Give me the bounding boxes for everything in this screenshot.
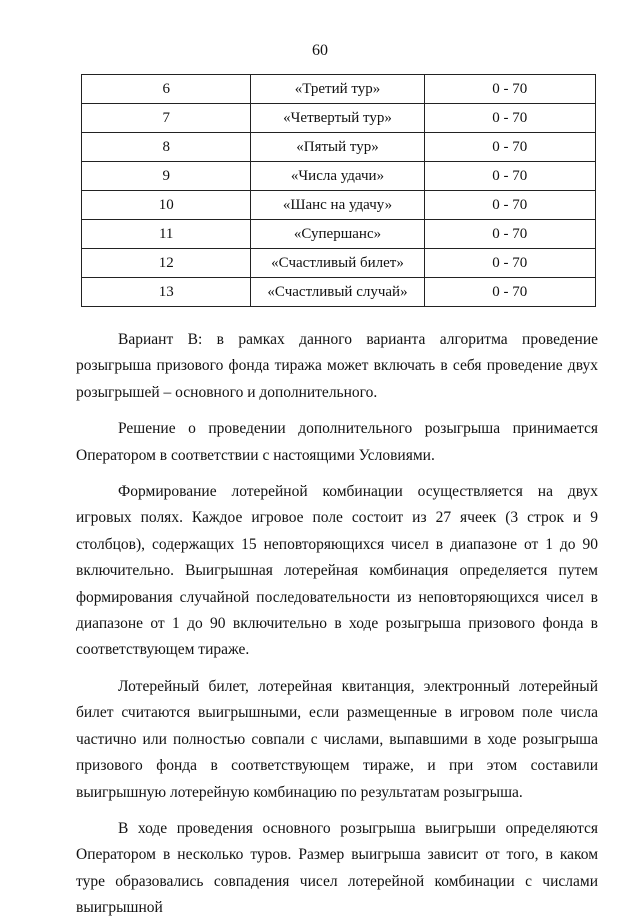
tour-name-cell: «Числа удачи» <box>251 162 424 191</box>
tours-table <box>81 74 596 307</box>
tour-range-cell: 0 - 70 <box>424 220 595 249</box>
table-row <box>82 75 596 104</box>
tour-number-cell: 12 <box>82 249 251 278</box>
tour-name-cell: «Пятый тур» <box>251 133 424 162</box>
page-number: 60 <box>312 42 328 59</box>
document-body <box>76 327 598 922</box>
tour-name-cell: «Шанс на удачу» <box>251 191 424 220</box>
tour-range-cell: 0 - 70 <box>424 75 595 104</box>
tour-number-cell: 8 <box>82 133 251 162</box>
table-row <box>82 249 596 278</box>
tour-name-cell: «Счастливый случай» <box>251 278 424 307</box>
tour-number-cell: 13 <box>82 278 251 307</box>
tour-number-cell: 6 <box>82 75 251 104</box>
tour-range-cell: 0 - 70 <box>424 191 595 220</box>
tour-name-cell: «Четвертый тур» <box>251 104 424 133</box>
paragraph-variant-b: Вариант В: в рамках данного варианта алгоритма проведение розыгрыша призового фонда тиража может включать в себя проведение двух розыгрышей – основного и дополнительного. <box>76 331 598 401</box>
paragraph-combination-formation: Формирование лотерейной комбинации осуществляется на двух игровых полях. Каждое игровое поле состоит из 27 ячеек (3 строк и 9 столбцов), содержащих 15 неповторяющихся чисел в диапазоне от 1 до 90 включительно. Выигрышная лотерейная комбинация определяется путем формирования случайной последовательности из неповторяющихся чисел в диапазоне от 1 до 90 включительно в ходе розыгрыша призового фонда в соответствующем тираже. <box>76 483 598 659</box>
table-row <box>82 220 596 249</box>
paragraph-additional-draw-decision: Решение о проведении дополнительного розыгрыша принимается Оператором в соответствии с настоящими Условиями. <box>76 420 598 464</box>
tour-range-cell: 0 - 70 <box>424 249 595 278</box>
tour-name-cell: «Супершанс» <box>251 220 424 249</box>
tour-number-cell: 11 <box>82 220 251 249</box>
tour-name-cell: «Третий тур» <box>251 75 424 104</box>
tour-number-cell: 9 <box>82 162 251 191</box>
table-row <box>82 162 596 191</box>
paragraph-winning-tickets: Лотерейный билет, лотерейная квитанция, электронный лотерейный билет считаются выигрышными, если размещенные в игровом поле числа частично или полностью совпали с числами, выпавшими в ходе розыгрыша призового фонда в соответствующем тираже, и при этом составили выигрышную лотерейную комбинацию по результатам розыгрыша. <box>76 677 598 801</box>
table-row <box>82 278 596 307</box>
tour-range-cell: 0 - 70 <box>424 162 595 191</box>
tour-range-cell: 0 - 70 <box>424 133 595 162</box>
tour-number-cell: 10 <box>82 191 251 220</box>
tour-range-cell: 0 - 70 <box>424 278 595 307</box>
table-row <box>82 104 596 133</box>
paragraph-main-draw-tours: В ходе проведения основного розыгрыша выигрыши определяются Оператором в несколько туров. Размер выигрыша зависит от того, в каком туре образовались совпадения чисел лотерейной комбинации с числами выигрышной <box>76 819 598 917</box>
tour-name-cell: «Счастливый билет» <box>251 249 424 278</box>
tour-range-cell: 0 - 70 <box>424 104 595 133</box>
table-row <box>82 191 596 220</box>
table-row <box>82 133 596 162</box>
tour-number-cell: 7 <box>82 104 251 133</box>
